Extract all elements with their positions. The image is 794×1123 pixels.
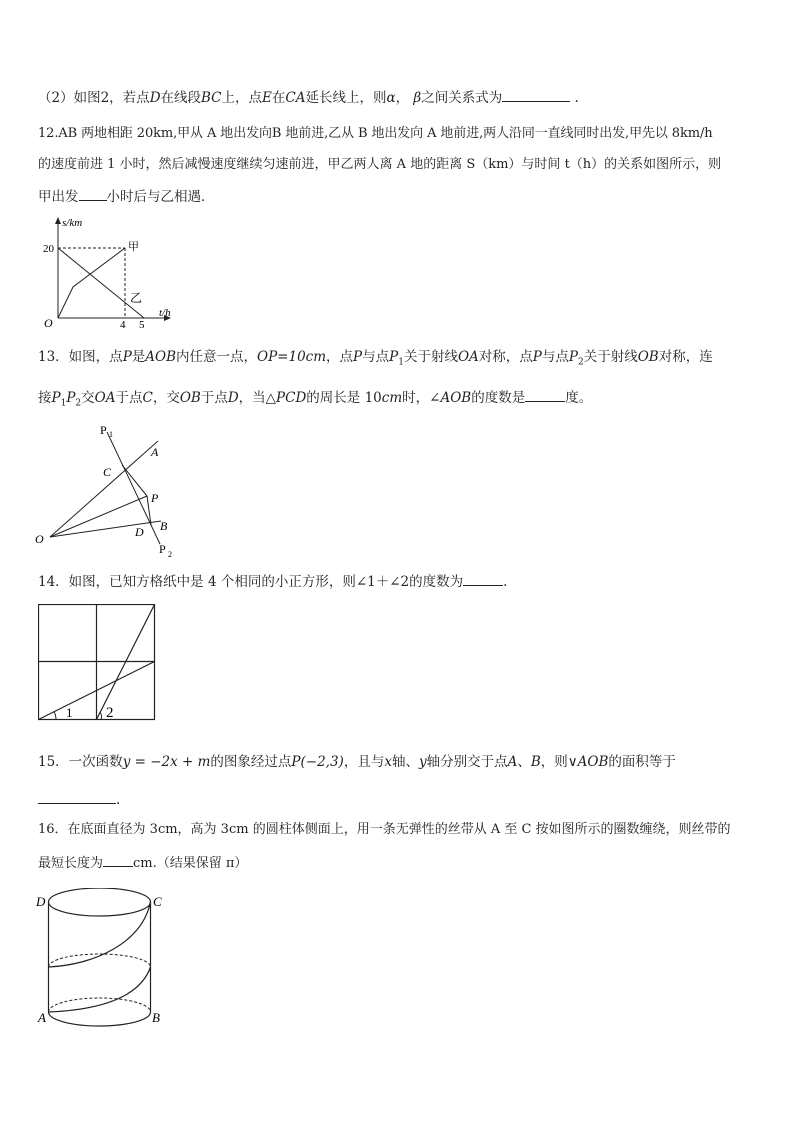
- q13-line2: 接$P_1P_2$交OA于点C，交OB于点D，当△PCD的周长是 10cm时，∠AOB的度数是 度。: [38, 387, 760, 414]
- svg-text:1: 1: [109, 430, 113, 439]
- label-B: B: [152, 1010, 160, 1025]
- q14-grid-figure: [38, 604, 158, 724]
- y-tick-20: 20: [43, 243, 54, 255]
- angle-2-arc: [100, 712, 102, 720]
- q13-line1: 13．如图，点P是AOB内任意一点，OP=10cm，点P与点$P_1$关于射线OA对称，点P与点$P_2$关于射线OB对称，连: [38, 349, 713, 368]
- answer-blank[interactable]: [502, 87, 570, 102]
- yi-line: [58, 248, 144, 318]
- answer-blank[interactable]: [103, 852, 133, 867]
- q16-line1: 16．在底面直径为 3cm，高为 3cm 的圆柱体侧面上，用一条无弹性的丝带从 A 至 C 按如图所示的圈数缠绕，则丝带的: [38, 822, 731, 837]
- q15-line: 15．一次函数y = −2x + m的图象经过点P(−2,3)，且与x轴、y轴分别交于点A、B，则∨AOB的面积等于: [38, 754, 676, 770]
- origin-label: O: [44, 316, 53, 330]
- label-P2: P: [159, 542, 166, 556]
- top-ellipse: [49, 888, 151, 916]
- q11-part2-line: （2）如图2，若点D在线段BC上，点E在CA延长线上，则α， β之间关系式为 .: [38, 87, 760, 108]
- angle-2-label: 2: [106, 705, 114, 721]
- answer-blank[interactable]: [463, 571, 503, 586]
- angle-1-arc: [54, 712, 56, 720]
- y-axis-label: s/km: [62, 217, 83, 229]
- label-B: B: [160, 519, 168, 533]
- label-A: A: [151, 445, 159, 459]
- q14-line: 14．如图，已知方格纸中是 4 个相同的小正方形，则∠1＋∠2的度数为 .: [38, 571, 760, 592]
- segment-CP: [122, 465, 147, 496]
- q12-distance-time-graph: [38, 212, 188, 332]
- answer-blank[interactable]: [79, 186, 107, 201]
- label-O: O: [35, 532, 44, 546]
- segment-OP: [50, 496, 147, 537]
- svg-text:2: 2: [168, 550, 172, 559]
- x-tick-4: 4: [120, 319, 126, 331]
- label-A: A: [38, 1010, 46, 1025]
- q16-cylinder-figure: [34, 888, 174, 1033]
- label-P: P: [151, 491, 159, 505]
- x-axis-label: t/h: [159, 307, 171, 319]
- q15-answer-line: .: [38, 789, 760, 810]
- label-C: C: [153, 894, 162, 909]
- x-tick-5: 5: [139, 319, 145, 331]
- answer-blank[interactable]: [38, 789, 116, 804]
- bottom-front-arc: [49, 1012, 151, 1026]
- ray-OB: [50, 521, 161, 537]
- answer-blank[interactable]: [525, 387, 565, 402]
- q16-line2: 最短长度为 cm.（结果保留 π）: [38, 852, 760, 874]
- jia-line: [58, 248, 125, 318]
- y-axis-arrow: [55, 217, 61, 224]
- ribbon-lower: [49, 967, 151, 1012]
- label-P1: P: [100, 423, 107, 437]
- jia-label: 甲: [128, 241, 139, 253]
- label-D: D: [36, 894, 46, 909]
- q12-line1: 12.AB 两地相距 20km,甲从 A 地出发向B 地前进,乙从 B 地出发向 A 地前进,两人沿同一直线同时出发,甲先以 8km/h: [38, 126, 713, 141]
- angle-1-label: 1: [66, 705, 73, 720]
- q12-line2: 的速度前进 1 小时，然后减慢速度继续匀速前进，甲乙两人离 A 地的距离 S（km）与时间 t（h）的关系如图所示，则: [38, 157, 722, 172]
- yi-label: 乙: [130, 291, 143, 305]
- label-D: D: [135, 525, 144, 539]
- q12-line3: 甲出发 小时后与乙相遇．: [38, 186, 760, 207]
- q13-reflection-figure: [30, 420, 190, 560]
- label-C: C: [103, 465, 112, 479]
